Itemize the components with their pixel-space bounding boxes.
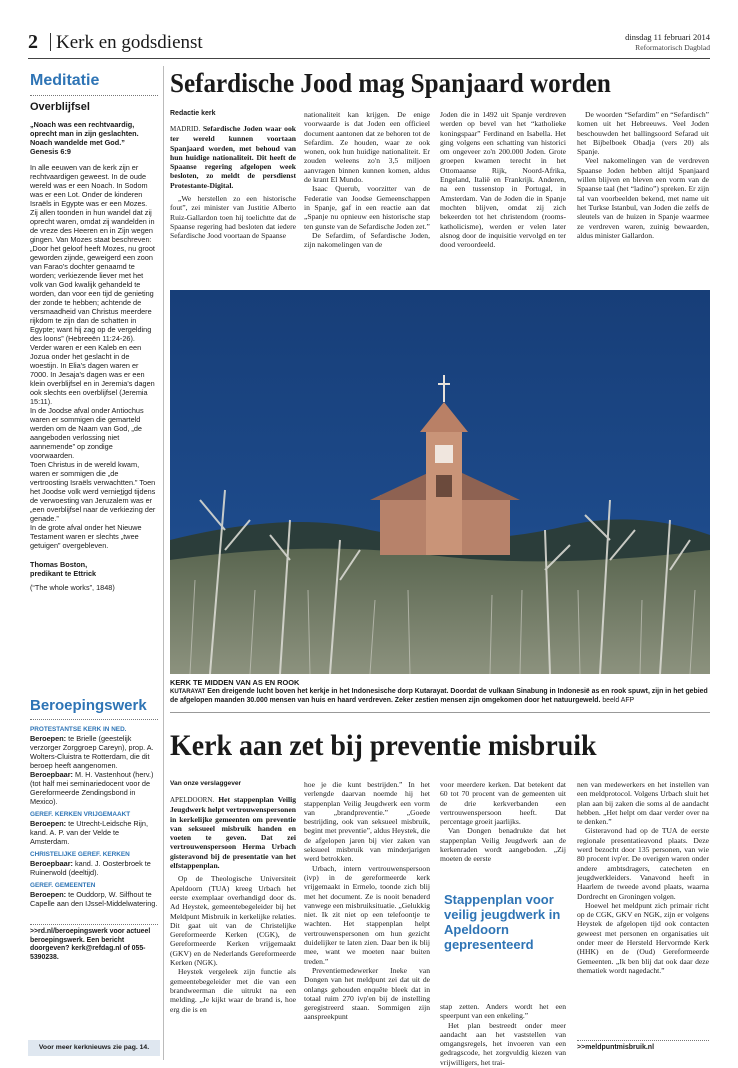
photo-caption-text: Een dreigende lucht boven het kerkje in het Indonesische dorp Kutarayat. Doordat de vulkaan Sinabung in Indonesië as en rook spuwt, zijn in het gebied de afgelopen maanden 30.000 mensen van huis en haard verdreven. Zeker zestien mensen zijn omgekomen door het natuurgeweld.	[170, 688, 708, 704]
article2-lead: Het stappenplan Veilig Jeugdwerk helpt vertrouwenspersonen in kerkelijke gemeenten om preventie van seksueel misbruik handen en voeten te geven. Dat zei vertrouwenspersoon Herma Urbach gisteravond bij de presentatie van het elfstappenplan.	[170, 795, 296, 871]
article2-col4	[577, 780, 709, 1042]
section-title: Kerk en godsdienst	[56, 32, 203, 53]
article1-paragraph: De woorden “Sefardim” en “Sefardisch” komen uit het Hebreeuws. Veel Joden beschouwden het ballingsoord Sefarad uit het Bijbelboek Obadja (vers 20) als Spanje.	[577, 110, 709, 157]
section-rule	[170, 712, 710, 713]
article1-paragraph: Isaac Querub, voorzitter van de Federatie van Joodse Gemeenschappen in Spanje, gaf in een reactie aan dat „Spanje nu opnieuw een historische stap ten gunste van de Sefardische Joden zet.”	[304, 184, 430, 231]
header-paper: Reformatorisch Dagblad	[635, 43, 710, 52]
article1-paragraph: Joden die in 1492 uit Spanje verdreven werden op bevel van het “katholieke koningspaar” Ferdinand en Isabella. Het ging volgens een schatting van historici om ongeveer zo'n 200.000 Joden. Grote groepen kwamen terecht in het Ottomaanse Rijk, Noord-Afrika, Engeland, Italië en Frankrijk. Anderen, na een tussenstop in Portugal, in Amsterdam. Van de Joden die in Spanje mochten blijven, omdat zij zich bekeerden tot het christendom (rooms-katholicisme), werden er velen later alsnog door de inquisitie vervolgd en ter dood veroordeeld.	[440, 110, 566, 250]
article2-paragraph: stap zetten. Anders wordt het een speerpunt van een enkeling.”	[440, 1002, 566, 1021]
meditatie-paragraph: Toen Christus in de wereld kwam, waren er sommigen die „de vertroosting Israëls verwachtten.” Toen het Joodse volk werd verniet̲igd tijdens de verwoesting van Jeruzalem was er „een overblijfsel naar de verkiezing der genade.”	[30, 460, 156, 523]
article2-link[interactable]: >>meldpuntmisbruik.nl	[577, 1044, 655, 1051]
beroep-line: Beroepen: te Utrecht-Leidsche Rijn, kand. A. P. van der Velde te Amsterdam.	[30, 819, 149, 846]
article1-paragraph: Veel nakomelingen van de verdreven Spaanse Joden hebben altijd Spanjaard willen blijven en bleven een vorm van de Spaanse taal (het “ladino”) spreken. Er zijn tal van voorbeelden bekend, met name uit het Turkse Istanbul, van Joden die zelfs de sleutels van de huizen in Spanje waarmee ze verdreven waren, zuinig bewaarden, aldus minister Gallardon.	[577, 156, 709, 240]
denomination-heading: PROTESTANTSE KERK IN NED.	[30, 726, 127, 733]
beroep-line: Beroepbaar: kand. J. Oosterbroek te Ruinerwold (deeltijd).	[30, 859, 151, 877]
meditatie-heading: Meditatie	[30, 72, 100, 89]
article2-dateline: APELDOORN.	[170, 796, 215, 804]
article1-headline: Sefardische Jood mag Spanjaard worden	[170, 68, 611, 98]
article2-col3-top	[440, 780, 566, 882]
article2-paragraph: hoe je die kunt bestrijden.” In het verlengde daarvan noemde hij het stappenplan Veilig Jeugdwerk een vorm van „brandpreventie.” „Goede bestrijding, ook van seksueel misbruik, begint met preventie”, aldus Heystek, die de afgelopen jaren bij vier zaken van seksueel misbruik van minderjarigen werd betrokken.	[304, 780, 430, 864]
article2-col2	[304, 780, 430, 1060]
photo-caption-place: KUTARAYAT	[170, 689, 206, 695]
denomination-heading: GEREF. GEMEENTEN	[30, 882, 96, 889]
article2-paragraph: nen van medewerkers en het instellen van een meldprotocol. Volgens Urbach sluit het plan aan bij zaken die soms al de aandacht hebben. „Het helpt om daar verder over na te denken.”	[577, 780, 709, 827]
article2-paragraph: voor meerdere kerken. Dat betekent dat 60 tot 70 procent van de gemeenten uit de drie kerkverbanden een vertrouwenspersoon heeft. Dat percentage groeit jaarlijks.	[440, 780, 566, 827]
beroep-line: Beroepen: te Ouddorp, W. Silfhout te Capelle aan den IJssel-Middelwatering.	[30, 890, 158, 908]
meditatie-paragraph: Verder waren er een Kaleb en een Jozua onder het geslacht in de woestijn. In Elia's dagen waren er 7000. In Jesaja's dagen was er een klein overblijfsel en in Jeremia's dagen ook slechts een overblijfsel (Jeremia 15:11).	[30, 343, 155, 406]
church-photo	[170, 290, 710, 674]
article2-paragraph: Urbach, intern vertrouwenspersoon (ivp) in de gereformeerde kerk vrijgemaakt in Ermelo, toonde zich blij met het document. Ze is nooit benaderd vanwege een misbruiksituatie. „Gelukkig niet. Ik zit niet op een telefoontje te wachten. Het stappenplan helpt vertrouwenspersonen om hun gezicht duidelijker te laten zien. Daar ben ik blij mee, want we moeten naar buiten treden.”	[304, 863, 430, 966]
meditatie-author: Thomas Boston,	[30, 560, 88, 569]
meditatie-paragraph: In de grote afval onder het Nieuwe Testament waren er slechts „twee getuigen” overgebleven.	[30, 523, 142, 550]
beroepingswerk-body	[30, 721, 158, 921]
article2-paragraph: Hoewel het meldpunt zich primair richt op de CGK, GKV en NGK, zijn er volgens Heystek de afgelopen tijd ook contacten geweest met personen en organisaties uit onder meer de Hersteld Hervormde Kerk (HHK) en de (Oud) Gereformeerde Gemeenten. „Ik ben blij dat ook daar deze thematiek wordt nagedacht.”	[577, 900, 709, 975]
article1-paragraph: De Sefardim, of Sefardische Joden, zijn nakomelingen van de	[304, 230, 430, 250]
article2-pullquote: Stappenplan voor veilig jeugdwerk in Apeldoorn gepresenteerd	[444, 892, 561, 952]
header-date: dinsdag 11 februari 2014	[625, 32, 710, 42]
article1-paragraph: „We herstellen zo een historische fout”, zei minister van Justitie Alberto Ruiz-Gallardon toen hij toelichtte dat de Spaanse regering had besloten dat iedere Sefardische Jood voortaan de Spaanse	[170, 194, 296, 241]
article2-headline: Kerk aan zet bij preventie misbruik	[170, 729, 597, 762]
meditatie-body	[30, 120, 158, 640]
beroepingswerk-heading: Beroepingswerk	[30, 697, 147, 714]
column-divider	[163, 66, 164, 1060]
photo-caption-title: KERK TE MIDDEN VAN AS EN ROOK	[170, 678, 300, 687]
article1-col1	[170, 124, 296, 274]
article2-paragraph: Het plan bestreedt onder meer aandacht aan het vaststellen van omgangsregels, het invoeren van een gedragscode, het zorgvuldig kiezen van vrijwilligers, het trai-	[440, 1020, 566, 1067]
denomination-heading: GEREF. KERKEN VRIJGEMAAKT	[30, 811, 131, 818]
meditatie-author-role: predikant te Ettrick	[30, 569, 97, 578]
beroep-line: Beroepbaar: M. H. Vastenhout (herv.) (tot half mei seminariedocent voor de Gereformeerde Zendingsbond in Mexico).	[30, 770, 154, 806]
article1-col2	[304, 110, 430, 274]
meditatie-title: Overblijfsel	[30, 101, 90, 113]
article2-paragraph: Van Dongen benadrukte dat het stappenplan Veilig Jeugdwerk aan de kerkenraden wordt aangeboden. „Zij moeten de eerste	[440, 826, 566, 864]
meditatie-source: (“The whole works”, 1848)	[30, 583, 115, 592]
page-number: 2	[28, 31, 38, 53]
article2-col1	[170, 795, 296, 1060]
beroepingswerk-rule	[30, 719, 158, 720]
meditatie-quote: „Noach was een rechtvaardig, oprecht man in zijn geslachten. Noach wandelde met God.”	[30, 120, 139, 147]
beroepingswerk-footer-note[interactable]: >>rd.nl/beroepingswerk voor actueel beroepingswerk. Een bericht doorgeven? kerk@refdag.nl of 055-5390238.	[30, 928, 151, 961]
article1-byline: Redactie kerk	[170, 110, 216, 117]
article2-paragraph: Op de Theologische Universiteit Apeldoorn (TUA) kreeg Urbach het eerste exemplaar overhandigd door ds. Ad Heystek, gemeentebegeleider bij het Meldpunt Misbruik in kerkelijke relaties. Dit gaat uit van de Christelijke Gereformeerde Kerken (CGK), de Gereformeerde Kerken vrijgemaakt (GKV) en de Nederlands Gereformeerde Kerken (NGK).	[170, 874, 296, 968]
article1-col3	[440, 110, 566, 274]
photo-credit: beeld AFP	[602, 696, 635, 704]
more-news-box[interactable]	[28, 1040, 160, 1056]
article2-paragraph: Gisteravond had op de TUA de eerste regionale presentatieavond plaats. Deze werd bezocht door 135 personen, van wie 80 procent ivp'er. De overigen waren onder andere ambtsdragers, catecheten en jeugdwerkleiders. Vanavond heeft in Haarlem de tweede avond plaats, waarna Dordrecht en Groningen volgen.	[577, 826, 709, 901]
meditatie-paragraph: In alle eeuwen van de kerk zijn er rechtvaardigen geweest. In de oude wereld was er een Noach. In Sodom was er een Lot. Onder de kinderen Israëls in Egypte was er een Mozes.	[30, 163, 148, 208]
article2-byline: Van onze verslaggever	[170, 780, 242, 787]
article1-dateline: MADRID.	[170, 125, 201, 133]
meditatie-rule	[30, 95, 158, 96]
article2-link-rule	[577, 1040, 709, 1041]
article2-col3-bottom	[440, 1002, 566, 1067]
meditatie-paragraph: Zij allen toonden in hun wandel dat zij oprecht waren, omdat zij wandelden in de vreze des Heeren en in Zijn wegen gingen. Van Mozes staat beschreven: „Door het geloof heeft Mozes, nu groot geworden zijnde, geweigerd een zoon van Farao's dochter genaamd te worden; verkiezende liever met het volk van God kwalijk gehandeld te worden, dan voor een tijd de genieting der zonde te hebben; achtende de versmaadheid van Christus meerdere rijkdom te zijn dan de schatten in Egypte; want hij zag op de vergelding des loons” (Hebreeën 11:24-26).	[30, 208, 155, 343]
article2-paragraph: Preventiemedewerker Ineke van Dongen van het meldpunt zei dat uit de onlangs gehouden enquête bleek dat in totaal ruim 270 ivp'en bij de instelling geregistreerd staan. Sommigen zijn aanspreekpunt	[304, 965, 430, 1022]
photo-illustration	[170, 290, 710, 674]
beroep-line: Beroepen: te Brielle (geestelijk verzorger Zorggroep Careyn), prop. A. Wolters-Cluistra te Rotterdam, die dit beroep heeft aangenomen.	[30, 734, 154, 770]
photo-caption	[170, 688, 710, 706]
article2-paragraph: Heystek vergeleek zijn functie als gemeentebegeleider met die van een brandweerman die uitrukt na een melding. „Je kijkt waar de brand is, hoe erg die is en	[170, 967, 296, 1014]
article1-col4	[577, 110, 709, 274]
header-divider	[50, 33, 51, 51]
meditatie-quote-ref: Genesis 6:9	[30, 147, 71, 156]
article1-lead: Sefardische Joden waar ook ter wereld kunnen voortaan Spanjaard worden, met behoud van hun huidige nationaliteit. Dit heeft de Spaanse regering afgelopen week besloten, zo meldt de persdienst Protestante-Digital.	[170, 124, 296, 190]
beroepingswerk-footer-rule	[30, 924, 158, 925]
header-rule	[28, 58, 710, 59]
denomination-heading: CHRISTELIJKE GEREF. KERKEN	[30, 851, 130, 858]
article1-paragraph: nationaliteit kan krijgen. De enige voorwaarde is dat Joden een officieel document aantonen dat ze behoren tot de Sefardim. Ze houden, waar ze ook wonen, ook hun huidige nationaliteit. Er zouden weleens zo'n 3,5 miljoen aanvragen binnen kunnen komen, aldus de krant El Mundo.	[304, 110, 430, 185]
more-news-text: Voor meer kerknieuws zie pag. 14.	[38, 1044, 150, 1051]
meditatie-paragraph: In de Joodse afval onder Antiochus waren er sommigen die gemarteld werden om de Naam van God, „de aangeboden verlossing niet aannemende” op zondige voorwaarden.	[30, 406, 144, 460]
